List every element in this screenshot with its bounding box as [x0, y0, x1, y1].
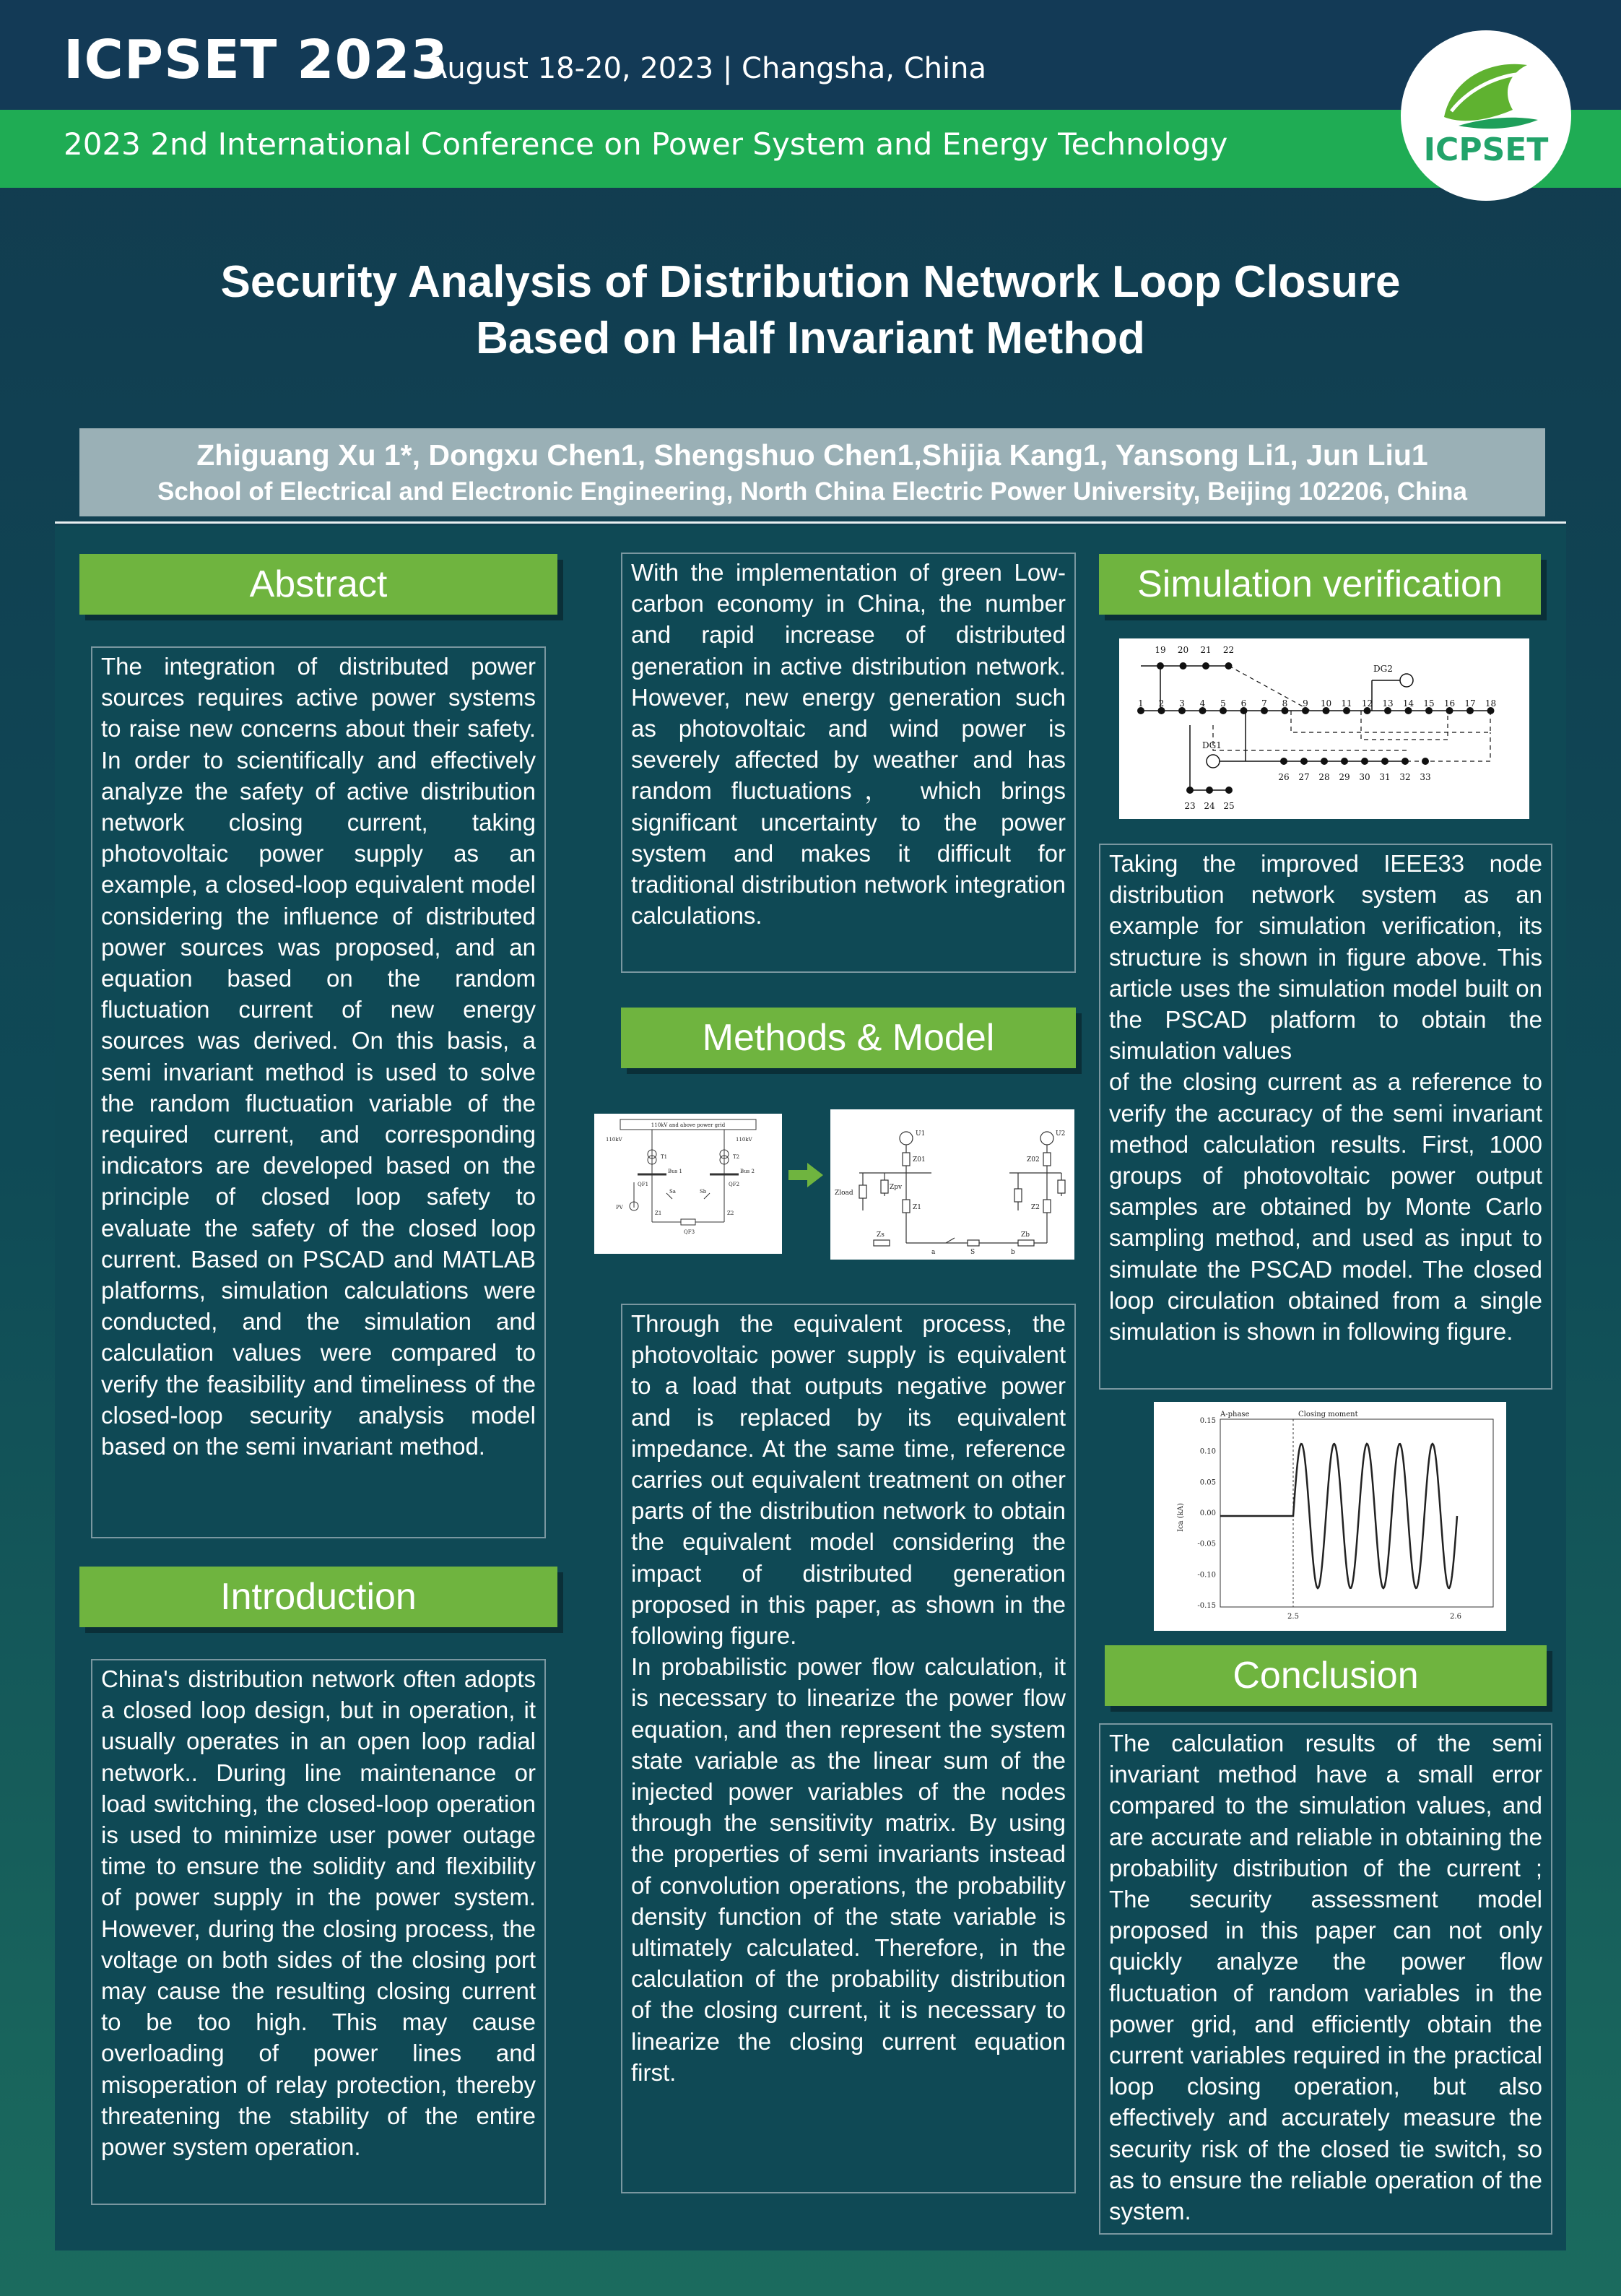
affiliation: School of Electrical and Electronic Engineering, North China Electric Power University, Beijing 102206, China: [157, 477, 1467, 506]
current-waveform-line: [1220, 1444, 1457, 1588]
network-node-label: 28: [1318, 772, 1330, 782]
circuit-label: b: [1011, 1249, 1015, 1256]
network-node-label: 20: [1177, 645, 1189, 655]
circuit-label: Zload: [835, 1190, 853, 1197]
author-box: [79, 428, 1545, 516]
circuit-label: Sb: [700, 1189, 707, 1195]
network-node-label: 13: [1382, 698, 1394, 709]
conference-name: 2023 2nd International Conference on Power System and Energy Technology: [64, 126, 1228, 162]
network-node: [1180, 662, 1187, 670]
network-node-label: 32: [1399, 772, 1411, 782]
circuit-label: Z1: [913, 1204, 921, 1211]
arrow-right-icon: [788, 1163, 823, 1187]
network-node-label: 25: [1223, 801, 1235, 811]
y-tick-label: -0.15: [1197, 1602, 1216, 1610]
phase-label: A-phase: [1220, 1411, 1250, 1418]
network-node-label: 27: [1298, 772, 1310, 782]
network-node: [1157, 662, 1164, 670]
abstract-text: The integration of distributed power sources requires active power systems to raise new concerns about their safety. In order to scientifically and effectively analyze the safety of active distribution network closing current, taking photovoltaic power supply as an example, a closed-loop equivalent model considering the influence of distributed power sources was proposed, and an equation based on the random fluctuation current of new energy sources was derived. On this basis, a semi invariant method is used to solve the random fluctuation variable of the required current, and corresponding indicators are developed based on the principle of closed loop safety to evaluate the safety of the closed loop current. Based on PSCAD and MATLAB platforms, simulation calculations were conducted, and the simulation and calculation values were compared to verify the feasibility and timeliness of the closed-loop security analysis model based on the semi invariant method.: [91, 646, 546, 1538]
conclusion-heading: Conclusion: [1105, 1645, 1547, 1706]
author-list: Zhiguang Xu 1*, Dongxu Chen1, Shengshuo Chen1,Shijia Kang1, Yansong Li1, Jun Liu1: [196, 438, 1428, 472]
introduction-text: China's distribution network often adopts a closed loop design, but in operation, it usually operates in an open loop radial network.. During line maintenance or load switching, the closed-loop operation is used to minimize user power outage time to ensure the solidity and flexibility of power supply in the power system. However, during the closing process, the voltage on both sides of the closing port may cause the resulting closing current to be too high. This may cause overloading of power lines and misoperation of relay protection, thereby threatening the stability of the entire power system operation.: [91, 1659, 546, 2205]
network-node-label: 5: [1220, 698, 1226, 709]
y-tick-label: 0.15: [1199, 1417, 1216, 1425]
network-node: [1300, 758, 1308, 765]
circuit-label: Sa: [669, 1189, 676, 1195]
closing-moment-label: Closing moment: [1298, 1411, 1358, 1418]
network-node: [1186, 787, 1194, 794]
circuit-label: Zpv: [890, 1184, 903, 1191]
introduction-heading: Introduction: [79, 1567, 557, 1627]
network-main-nodes: [1137, 698, 1496, 714]
network-node: [1401, 758, 1409, 765]
logo-text: ICPSET: [1423, 131, 1549, 168]
paper-title: [0, 254, 1621, 367]
network-node-label: 2: [1158, 698, 1165, 709]
paper-title-line1: Security Analysis of Distribution Network Loop Closure: [220, 257, 1401, 307]
x-tick-label: 2.6: [1450, 1613, 1461, 1621]
network-node: [1361, 758, 1368, 765]
network-node-label: 11: [1341, 698, 1352, 709]
circuit-label: Z2: [1031, 1204, 1040, 1211]
network-node-label: 19: [1155, 645, 1166, 655]
network-node: [1206, 787, 1213, 794]
circuit-label: Z02: [1027, 1156, 1040, 1164]
introduction-continued-text: With the implementation of green Low-carbon economy in China, the number and rapid increase of distributed generation in active distribution network. However, new energy generation such as photovoltaic and wind power is severely affected by weather and has random fluctuations， which brings significant uncertainty to the power system and makes it difficult for traditional distribution network integration calculations.: [621, 553, 1076, 973]
dg1-label: DG1: [1202, 740, 1222, 750]
y-tick-label: 0.05: [1199, 1478, 1216, 1487]
network-node-label: 4: [1199, 698, 1206, 709]
circuit-label: QF1: [638, 1182, 649, 1187]
icpset-logo: [1401, 30, 1571, 201]
network-node-label: 3: [1179, 698, 1185, 709]
network-node: [1422, 758, 1429, 765]
conference-brand: ICPSET 2023: [64, 29, 449, 91]
methods-heading: Methods & Model: [621, 1008, 1076, 1068]
x-tick-label: 2.5: [1287, 1613, 1299, 1621]
network-node-label: 15: [1423, 698, 1435, 709]
divider: [55, 521, 1566, 524]
network-node-label: 6: [1240, 698, 1247, 709]
circuit-label: U1: [916, 1130, 926, 1138]
y-tick-label: 0.10: [1199, 1447, 1216, 1456]
circuit-label: T2: [733, 1154, 740, 1160]
circuit-label: a: [931, 1249, 936, 1256]
closing-current-waveform: [1154, 1402, 1506, 1631]
network-node: [1280, 758, 1287, 765]
network-node: [1225, 662, 1233, 670]
simulation-heading: Simulation verification: [1099, 554, 1541, 615]
circuit-label: QF3: [684, 1229, 695, 1235]
dg2-label: DG2: [1373, 664, 1393, 674]
conference-dateline: August 18-20, 2023 | Changsha, China: [427, 52, 986, 85]
network-node-label: 8: [1282, 698, 1288, 709]
circuit-label: Z1: [655, 1210, 662, 1216]
circuit-label: U2: [1056, 1130, 1066, 1138]
y-axis-label: Ica (kA): [1177, 1503, 1185, 1532]
circuit-label: Bus 1: [668, 1169, 682, 1174]
network-node: [1341, 758, 1348, 765]
circuit-label: Z2: [727, 1210, 734, 1216]
network-node-label: 29: [1339, 772, 1350, 782]
abstract-heading: Abstract: [79, 554, 557, 615]
network-node-label: 10: [1320, 698, 1332, 709]
circuit-label: Zs: [877, 1231, 885, 1239]
conclusion-text: The calculation results of the semi invariant method have a small error compared to the simulation values, and are accurate and reliable in obtaining the probability distribution of the current ; The security assessment model proposed in this paper can not only quickly analyze the power flow fluctuation of random variables in the power grid, and efficiently obtain the current variables required in the practical loop closing operation, but also effectively and accurately measure the security risk of the closed tie switch, so as to ensure the reliable operation of the system.: [1099, 1723, 1552, 2235]
network-node: [1381, 758, 1389, 765]
y-tick-label: 0.00: [1199, 1509, 1216, 1517]
network-node-label: 17: [1464, 698, 1476, 709]
network-node-label: 26: [1278, 772, 1290, 782]
ieee33-network-figure: [1119, 638, 1529, 819]
network-node-label: 1: [1138, 698, 1144, 709]
circuit-label: Z01: [913, 1156, 926, 1164]
circuit-label: PV: [616, 1205, 623, 1210]
circuit-label: S: [970, 1249, 975, 1256]
circuit-title: 110kV and above power grid: [651, 1122, 726, 1128]
network-node-label: 12: [1361, 698, 1373, 709]
y-tick-label: -0.05: [1197, 1540, 1216, 1548]
network-node-label: 30: [1359, 772, 1370, 782]
equivalent-circuit-figure: [830, 1109, 1074, 1260]
network-node-label: 22: [1222, 645, 1235, 655]
network-node-label: 7: [1261, 698, 1267, 709]
network-node-label: 9: [1303, 698, 1308, 709]
system-circuit-figure: [594, 1114, 782, 1254]
paper-title-line2: Based on Half Invariant Method: [476, 313, 1145, 363]
network-node: [1202, 662, 1209, 670]
network-node-label: 18: [1485, 698, 1497, 709]
network-node-label: 21: [1200, 645, 1212, 655]
network-bottom-nodes: [1184, 787, 1234, 811]
network-node-label: 31: [1379, 772, 1391, 782]
simulation-text: Taking the improved IEEE33 node distribution network system as an example for simulation verification, its structure is shown in figure above. This article uses the simulation model built on the PSCAD platform to obtain the simulation values of the closing current as a reference to verify the accuracy of the semi invariant method calculation results. First, 1000 groups of photovoltaic power output samples are obtained by Monte Carlo sampling method, and used as input to simulate the PSCAD model. The closed loop circulation obtained from a single simulation is shown in following figure.: [1099, 844, 1552, 1390]
circuit-label: 110kV: [736, 1137, 752, 1143]
network-node-label: 33: [1420, 772, 1431, 782]
circuit-label: 110kV: [606, 1137, 622, 1143]
circuit-label: QF2: [729, 1182, 740, 1187]
network-node: [1225, 787, 1233, 794]
network-node-label: 16: [1443, 698, 1456, 709]
circuit-label: Bus 2: [740, 1169, 755, 1174]
network-node-label: 23: [1184, 801, 1196, 811]
circuit-label: T1: [661, 1154, 668, 1160]
circuit-label: Zb: [1021, 1231, 1030, 1239]
network-node-label: 24: [1204, 801, 1215, 811]
methods-text: Through the equivalent process, the photovoltaic power supply is equivalent to a load that outputs negative power and is replaced by its equivalent impedance. At the same time, reference carries out equivalent treatment on other parts of the distribution network to obtain the equivalent model considering the impact of distributed generation proposed in this paper, as shown in the following figure. In probabilistic power flow calculation, it is necessary to linearize the power flow equation, and then represent the system state variable as the linear sum of the injected power variables of the nodes through the sensitivity matrix. By using the properties of semi invariants instead of convolution operations, the probability density function of the state variable is ultimately calculated. Therefore, in the calculation of the probability distribution of the closing current, it is necessary to linearize the closing current equation first.: [621, 1304, 1076, 2193]
network-node: [1321, 758, 1328, 765]
y-tick-label: -0.10: [1197, 1571, 1216, 1580]
network-node-label: 14: [1402, 698, 1414, 709]
